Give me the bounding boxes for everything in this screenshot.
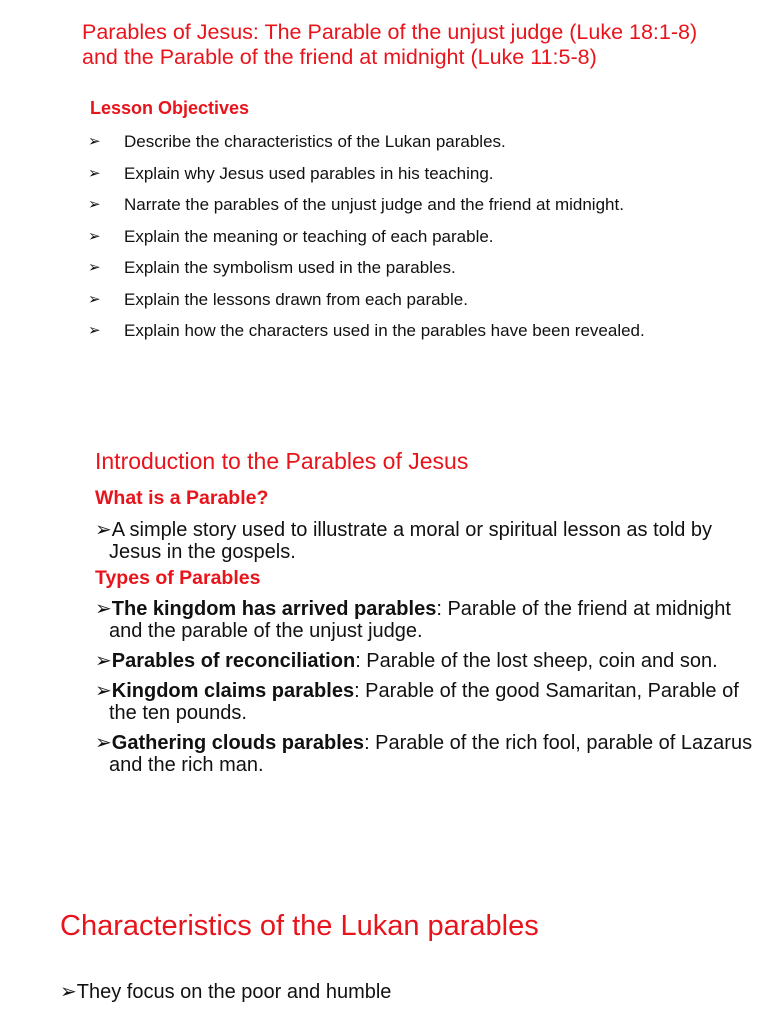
objective-item [88, 130, 708, 153]
type-term: The kingdom has arrived parables [111, 598, 437, 620]
objective-item [88, 319, 708, 342]
arrow-bullet-icon: ➢ [95, 732, 112, 754]
characteristic-text: They focus on the poor and humble [76, 981, 392, 1003]
objective-text: Narrate the parables of the unjust judge and the friend at midnight. [124, 195, 624, 214]
arrow-bullet-icon: ➢ [88, 133, 101, 150]
arrow-bullet-icon: ➢ [95, 519, 112, 541]
objectives-list [88, 130, 708, 351]
objective-text: Explain the symbolism used in the parables. [124, 258, 456, 277]
objective-text: Describe the characteristics of the Lukan parables. [124, 132, 506, 151]
type-item [95, 650, 755, 672]
lesson-objectives-heading: Lesson Objectives [90, 98, 250, 118]
arrow-bullet-icon: ➢ [60, 981, 77, 1003]
type-item [95, 732, 755, 776]
type-desc: : Parable of the good Samaritan, Parable of the ten pounds. [109, 680, 739, 724]
objective-item [88, 256, 708, 279]
type-item [95, 680, 755, 724]
types-list [95, 598, 755, 784]
objective-text: Explain the lessons drawn from each parable. [124, 289, 468, 309]
objective-text: Explain how the characters used in the parables have been revealed. [124, 321, 645, 340]
types-of-parables-heading: Types of Parables [95, 567, 261, 589]
arrow-bullet-icon: ➢ [88, 196, 101, 213]
parable-definition [95, 519, 768, 563]
arrow-bullet-icon: ➢ [95, 680, 112, 702]
type-item [95, 598, 755, 642]
type-desc: : Parable of the lost sheep, coin and son. [355, 650, 718, 672]
type-term: Gathering clouds parables [111, 732, 365, 754]
arrow-bullet-icon: ➢ [88, 290, 101, 308]
type-term: Kingdom claims parables [111, 680, 355, 702]
type-desc: : Parable of the rich fool, parable of Lazarus and the rich man. [109, 732, 753, 776]
characteristics-heading: Characteristics of the Lukan parables [60, 910, 539, 942]
arrow-bullet-icon: ➢ [88, 322, 101, 339]
arrow-bullet-icon: ➢ [88, 259, 101, 276]
objective-item [88, 288, 708, 311]
arrow-bullet-icon: ➢ [95, 650, 112, 672]
characteristic-item [60, 980, 391, 1004]
type-desc: : Parable of the friend at midnight and the parable of the unjust judge. [109, 598, 731, 642]
what-is-parable-heading: What is a Parable? [95, 487, 269, 509]
page-title: Parables of Jesus: The Parable of the unjust judge (Luke 18:1-8) and the Parable of the friend at midnight (Luke 11:5-8) [82, 20, 698, 69]
objective-text: Explain the meaning or teaching of each parable. [124, 226, 494, 246]
objective-item [88, 193, 708, 216]
objective-item [88, 225, 708, 248]
arrow-bullet-icon: ➢ [88, 164, 101, 182]
objective-item [88, 162, 708, 185]
parable-definition-text: A simple story used to illustrate a moral or spiritual lesson as told by Jesus in the gospels. [109, 519, 713, 563]
arrow-bullet-icon: ➢ [95, 598, 112, 620]
type-term: Parables of reconciliation [111, 650, 356, 672]
introduction-heading: Introduction to the Parables of Jesus [95, 448, 469, 474]
objective-text: Explain why Jesus used parables in his teaching. [124, 163, 494, 183]
arrow-bullet-icon: ➢ [88, 227, 101, 245]
